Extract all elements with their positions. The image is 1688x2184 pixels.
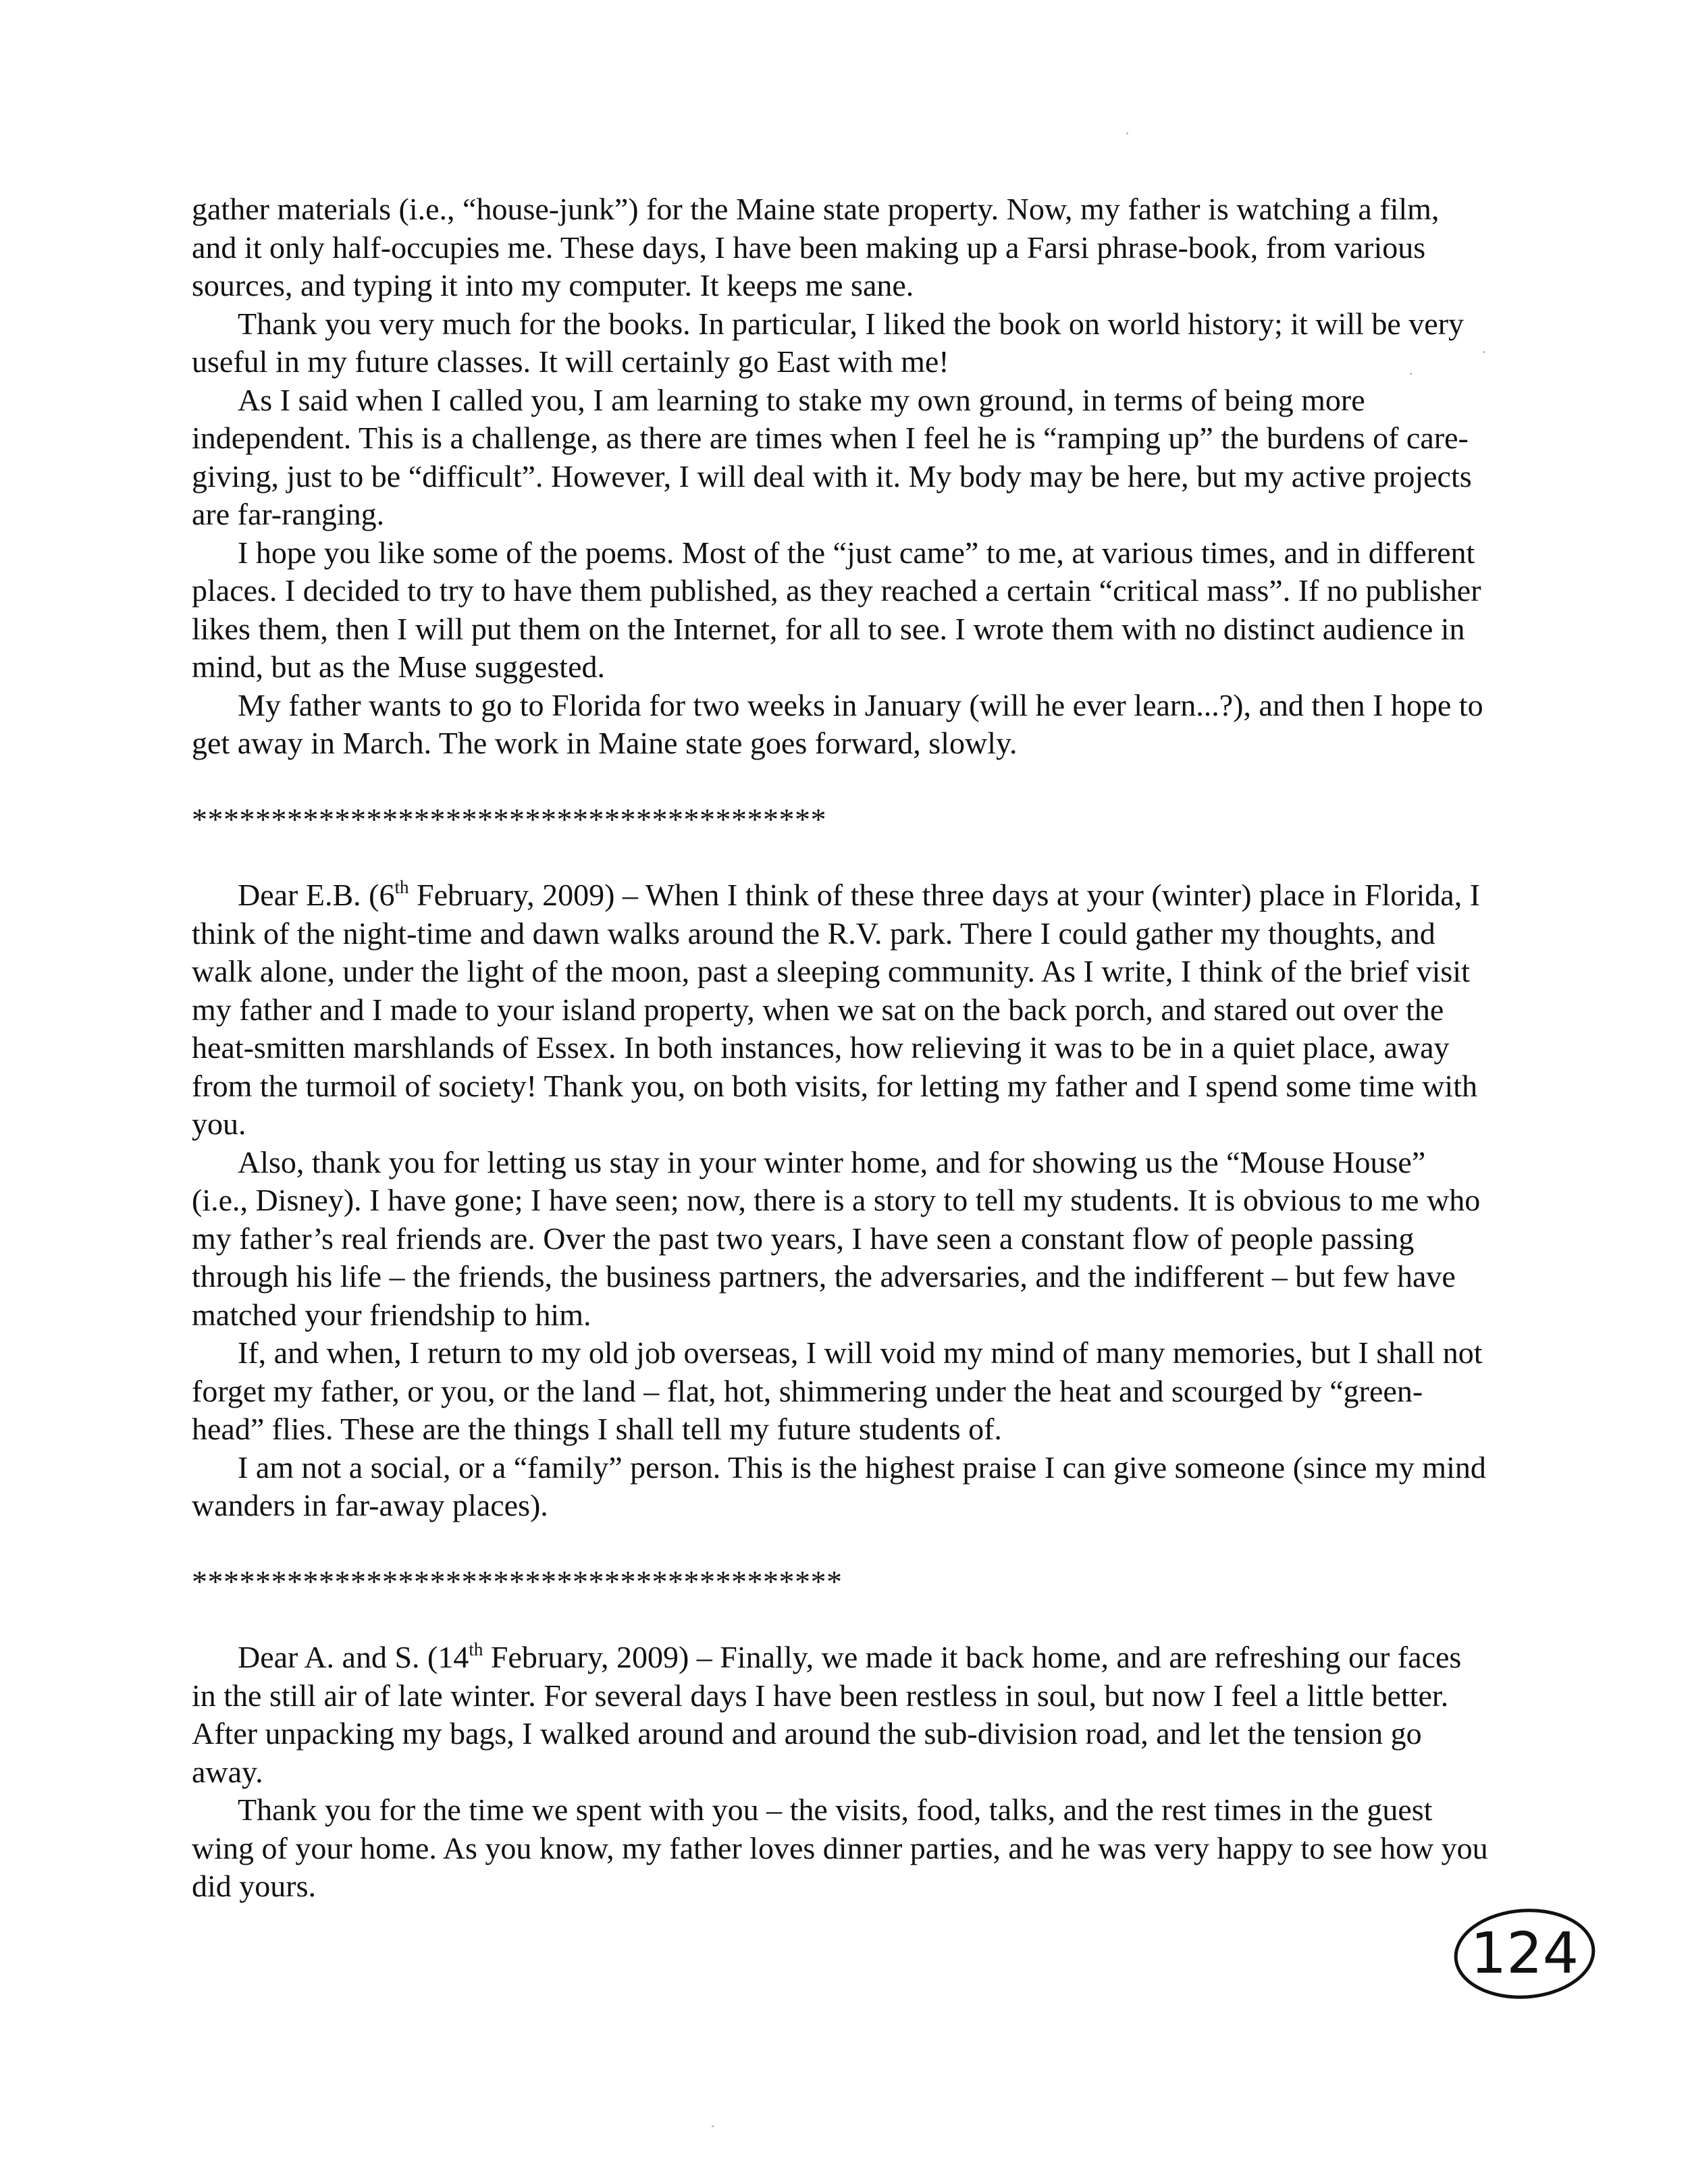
date-rest: February, 2009) – — [483, 1640, 720, 1674]
salutation: Dear A. and S. (14 — [238, 1640, 469, 1674]
paragraph-continuation: gather materials (i.e., “house-junk”) for the Maine state property. Now, my father is watching a film, and it only half-occupies me. These days, I have been making up a Farsi phrase-book, from various sources, and typing it into my computer. It keeps me sane. — [192, 192, 1440, 302]
section-separator: ***************************************** — [192, 1564, 843, 1599]
date-ordinal: th — [469, 1639, 483, 1659]
opening-text: When I think of these three days at your (winter) place in Florida, I think of the night-time and dawn walks around the R.V. park. There I could gather my thoughts, and walk alone, under the light of the moon, past a sleeping community. As I write, I think of the brief visit my father and I made to your island property, when we sat on the back porch, and stared out over the heat-smitten marshlands of Essex. In both instances, how relieving it was to be in a quiet place, away from the turmoil of society! Thank you, on both visits, for letting my father and I spend some time with you. — [192, 878, 1481, 1141]
letter-text — [192, 190, 1488, 1906]
paragraph: Also, thank you for letting us stay in your winter home, and for showing us the “Mouse House” (i.e., Disney). I have gone; I have seen; now, there is a story to tell my students. It is obvious to me who my father’s real friends are. Over the past two years, I have seen a constant flow of people passing through his life – the friends, the business partners, the adversaries, and the indifferent – but few have matched your friendship to him. — [192, 1144, 1481, 1332]
section-separator: **************************************** — [192, 801, 826, 836]
paragraph: Thank you very much for the books. In particular, I liked the book on world history; it will be very useful in my future classes. It will certainly go East with me! — [192, 306, 1465, 379]
handwritten-page-number — [1450, 1902, 1599, 2004]
paragraph: I am not a social, or a “family” person. This is the highest praise I can give someone (since my mind wanders in far-away places). — [192, 1449, 1486, 1522]
paragraph: As I said when I called you, I am learning to stake my own ground, in terms of being more independent. This is a challenge, as there are times when I feel he is “ramping up” the burdens of care-giving, just to be “difficult”. However, I will deal with it. My body may be here, but my active projects are far-ranging. — [192, 382, 1472, 531]
date-rest: February, 2009) – — [408, 878, 645, 912]
letter-opening-paragraph — [192, 1639, 1488, 1791]
paragraph: If, and when, I return to my old job overseas, I will void my mind of many memories, but I shall not forget my father, or you, or the land – flat, hot, shimmering under the heat and scourged by “green-head” flies. These are the things I shall tell my future students of. — [192, 1335, 1483, 1446]
letter-opening-paragraph — [192, 876, 1488, 1144]
paragraph: I hope you like some of the poems. Most of the “just came” to me, at various times, and in different places. I decided to try to have them published, as they reached a certain “critical mass”. If no publisher likes them, then I will put them on the Internet, for all to see. I wrote them with no distinct audience in mind, but as the Muse suggested. — [192, 535, 1481, 684]
paragraph: My father wants to go to Florida for two weeks in January (will he ever learn...?), and then I hope to get away in March. The work in Maine state goes forward, slowly. — [192, 687, 1483, 760]
salutation: Dear E.B. (6 — [238, 878, 395, 912]
opening-text: Finally, we made it back home, and are refreshing our faces in the still air of late winter. For several days I have been restless in soul, but now I feel a little better. After unpacking my bags, I walked around and around the sub-division road, and let the tension go away. — [192, 1640, 1462, 1789]
page-number-text: 124 — [1470, 1920, 1579, 1986]
date-ordinal: th — [394, 877, 409, 897]
paragraph: Thank you for the time we spent with you – the visits, food, talks, and the rest times in the guest wing of your home. As you know, my father loves dinner parties, and he was very happy to see how you did yours. — [192, 1792, 1488, 1903]
